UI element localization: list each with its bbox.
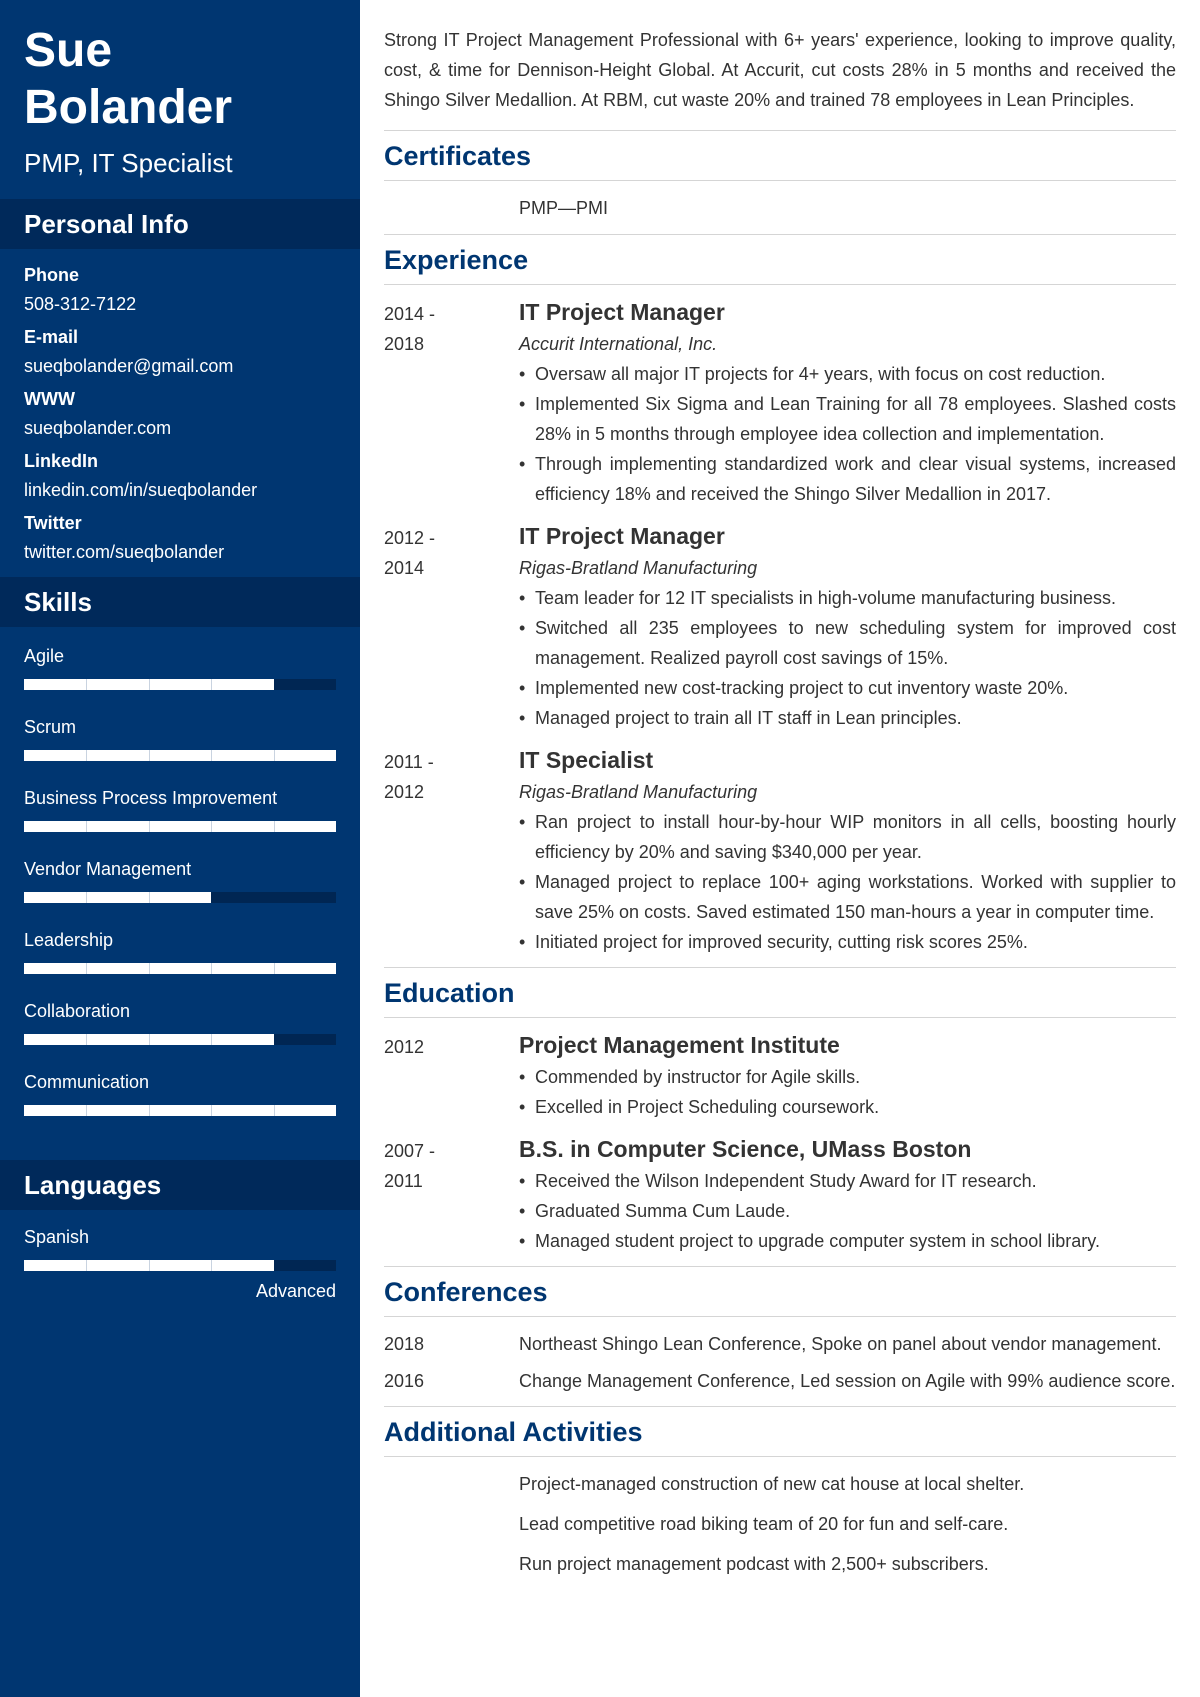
- experience-title: IT Project Manager: [519, 299, 725, 325]
- experience-entry: [384, 745, 1176, 957]
- language-name: Spanish: [24, 1227, 90, 1247]
- experience-date: [384, 299, 519, 509]
- experience-date-end: 2018: [384, 334, 425, 354]
- experience-heading: Experience: [384, 235, 1176, 285]
- experience-bullet: • Managed project to replace 100+ aging workstations. Worked with supplier to save 25% on costs. Saved estimated 150 man-hours a year in computer time.: [519, 867, 1176, 927]
- education-body: [519, 1134, 1176, 1256]
- experience-date: [384, 747, 519, 957]
- experience-date-start: 2014 -: [384, 304, 436, 324]
- skill-item: [24, 716, 336, 787]
- skill-level-divider: [274, 963, 275, 974]
- education-list: [384, 1018, 1176, 1266]
- education-bullet: • Graduated Summa Cum Laude.: [519, 1196, 1176, 1226]
- education-entry: [384, 1030, 1176, 1122]
- skill-level-divider: [211, 1260, 212, 1271]
- skill-level-divider: [86, 1260, 87, 1271]
- skill-level-divider: [86, 750, 87, 761]
- www-label: WWW: [24, 389, 75, 409]
- skill-level-fill: [24, 1105, 336, 1116]
- experience-bullet: • Managed project to train all IT staff in Lean principles.: [519, 703, 1176, 733]
- languages-heading: Languages: [0, 1160, 360, 1210]
- activity-spacer: [384, 1549, 519, 1579]
- activity-spacer: [384, 1509, 519, 1539]
- education-date-end: 2011: [384, 1171, 423, 1191]
- skill-level-divider: [211, 821, 212, 832]
- activity-text: Run project management podcast with 2,500+ subscribers.: [519, 1554, 989, 1574]
- skill-level-fill: [24, 963, 336, 974]
- personal-info-list: [0, 249, 360, 569]
- experience-section: [384, 235, 1176, 968]
- twitter-value[interactable]: twitter.com/sueqbolander: [24, 542, 225, 562]
- skill-level-divider: [149, 1105, 150, 1116]
- skill-name: Agile: [24, 646, 65, 666]
- name-block: [0, 0, 360, 179]
- education-date: [384, 1032, 519, 1122]
- skill-name: Collaboration: [24, 1001, 131, 1021]
- skill-level-divider: [149, 892, 150, 903]
- experience-bullet: • Switched all 235 employees to new scheduling system for improved cost management. Realized payroll cost savings of 15%.: [519, 613, 1176, 673]
- last-name: Bolander: [24, 81, 233, 134]
- languages-list: [0, 1210, 360, 1302]
- skill-level-divider: [149, 679, 150, 690]
- experience-date-start: 2012 -: [384, 528, 436, 548]
- conference-year: 2016: [384, 1371, 425, 1391]
- skill-item: [24, 1000, 336, 1071]
- sidebar: [0, 0, 360, 1697]
- language-item: [24, 1226, 336, 1302]
- skill-name: Business Process Improvement: [24, 788, 278, 808]
- experience-company: Rigas-Bratland Manufacturing: [519, 782, 758, 802]
- experience-bullet: • Through implementing standardized work and clear visual systems, increased efficiency 18% and received the Shingo Silver Medallion in 2017.: [519, 449, 1176, 509]
- skill-name: Vendor Management: [24, 859, 192, 879]
- skills-heading: Skills: [0, 577, 360, 627]
- skill-level-divider: [86, 892, 87, 903]
- skill-level-divider: [211, 750, 212, 761]
- conferences-section: [384, 1267, 1176, 1407]
- skill-level-divider: [274, 1105, 275, 1116]
- certificates-heading: Certificates: [384, 131, 1176, 181]
- job-title: PMP, IT Specialist: [24, 148, 233, 178]
- skill-level-divider: [149, 1034, 150, 1045]
- main-content: [384, 0, 1176, 1579]
- activities-list: [384, 1457, 1176, 1579]
- certificate-entry: [384, 181, 1176, 234]
- skill-level-divider: [86, 821, 87, 832]
- skill-level-divider: [86, 963, 87, 974]
- experience-body: [519, 745, 1176, 957]
- certificate-date: [384, 193, 519, 223]
- skill-level-bar: [24, 821, 336, 832]
- experience-bullets: [519, 583, 1176, 733]
- experience-date-end: 2012: [384, 782, 425, 802]
- skill-level-bar: [24, 1260, 336, 1271]
- personal-info-heading: Personal Info: [0, 199, 360, 249]
- education-title: Project Management Institute: [519, 1032, 840, 1058]
- email-label: E-mail: [24, 327, 79, 347]
- activity-entry: [384, 1509, 1176, 1539]
- education-bullets: [519, 1166, 1176, 1256]
- education-bullet: • Commended by instructor for Agile skills.: [519, 1062, 1176, 1092]
- conference-text: Northeast Shingo Lean Conference, Spoke on panel about vendor management.: [519, 1334, 1162, 1354]
- activities-section: [384, 1407, 1176, 1579]
- education-date: [384, 1136, 519, 1256]
- skill-level-bar: [24, 750, 336, 761]
- certificates-section: [384, 131, 1176, 235]
- activity-text: Project-managed construction of new cat house at local shelter.: [519, 1474, 1025, 1494]
- skill-level-bar: [24, 892, 336, 903]
- skill-item: [24, 858, 336, 929]
- activity-entry: [384, 1469, 1176, 1499]
- experience-bullet: • Ran project to install hour-by-hour WIP monitors in all cells, boosting hourly efficiency by 20% and saving $340,000 per year.: [519, 807, 1176, 867]
- experience-bullets: [519, 359, 1176, 509]
- skill-name: Communication: [24, 1072, 150, 1092]
- skill-level-fill: [24, 821, 336, 832]
- skill-level-divider: [86, 1105, 87, 1116]
- skill-level-divider: [149, 750, 150, 761]
- experience-bullet: • Oversaw all major IT projects for 4+ years, with focus on cost reduction.: [519, 359, 1176, 389]
- education-body: [519, 1030, 1176, 1122]
- email-value[interactable]: sueqbolander@gmail.com: [24, 356, 234, 376]
- education-bullet: • Received the Wilson Independent Study Award for IT research.: [519, 1166, 1176, 1196]
- skill-level-divider: [149, 821, 150, 832]
- education-bullet: • Excelled in Project Scheduling coursework.: [519, 1092, 1176, 1122]
- activity-spacer: [384, 1469, 519, 1499]
- skill-level-bar: [24, 1105, 336, 1116]
- experience-body: [519, 297, 1176, 509]
- skill-level-fill: [24, 892, 211, 903]
- skill-level-divider: [86, 679, 87, 690]
- skill-level-divider: [86, 1034, 87, 1045]
- experience-bullet: • Team leader for 12 IT specialists in high-volume manufacturing business.: [519, 583, 1176, 613]
- skill-item: [24, 787, 336, 858]
- linkedin-value[interactable]: linkedin.com/in/sueqbolander: [24, 480, 258, 500]
- linkedin-label: LinkedIn: [24, 451, 99, 471]
- activity-text: Lead competitive road biking team of 20 for fun and self-care.: [519, 1514, 1009, 1534]
- skill-level-divider: [211, 1105, 212, 1116]
- certificate-name: PMP—PMI: [519, 198, 609, 218]
- experience-list: [384, 285, 1176, 967]
- skill-level-divider: [149, 963, 150, 974]
- skill-level-divider: [211, 963, 212, 974]
- experience-entry: [384, 297, 1176, 509]
- skill-level-divider: [274, 821, 275, 832]
- skill-name: Leadership: [24, 930, 114, 950]
- skill-item: [24, 645, 336, 716]
- skill-level-divider: [211, 679, 212, 690]
- experience-bullet: • Implemented Six Sigma and Lean Training for all 78 employees. Slashed costs 28% in 5 months through employee idea collection and implementation.: [519, 389, 1176, 449]
- education-bullets: [519, 1062, 1176, 1122]
- conference-entry: [384, 1329, 1176, 1359]
- conference-year: 2018: [384, 1334, 425, 1354]
- skill-item: [24, 929, 336, 1000]
- education-heading: Education: [384, 968, 1176, 1018]
- education-entry: [384, 1134, 1176, 1256]
- phone-value: 508-312-7122: [24, 294, 137, 314]
- skill-level-divider: [274, 750, 275, 761]
- experience-company: Accurit International, Inc.: [519, 334, 718, 354]
- experience-title: IT Specialist: [519, 747, 654, 773]
- summary: Strong IT Project Management Professional with 6+ years' experience, looking to improve quality, cost, & time for Dennison-Height Global. At Accurit, cut costs 28% in 5 months and received the Shingo Silver Medallion. At RBM, cut waste 20% and trained 78 employees in Lean Principles.: [384, 25, 1176, 131]
- experience-bullet: • Implemented new cost-tracking project to cut inventory waste 20%.: [519, 673, 1176, 703]
- skill-level-bar: [24, 963, 336, 974]
- education-date-start: 2012: [384, 1037, 425, 1057]
- conference-entry: [384, 1366, 1176, 1396]
- education-title: B.S. in Computer Science, UMass Boston: [519, 1136, 972, 1162]
- experience-date: [384, 523, 519, 733]
- language-level: Advanced: [255, 1281, 336, 1301]
- experience-date-end: 2014: [384, 558, 425, 578]
- twitter-label: Twitter: [24, 513, 82, 533]
- skill-level-bar: [24, 1034, 336, 1045]
- experience-bullets: [519, 807, 1176, 957]
- experience-title: IT Project Manager: [519, 523, 725, 549]
- skill-level-divider: [211, 1034, 212, 1045]
- skill-name: Scrum: [24, 717, 77, 737]
- experience-date-start: 2011 -: [384, 752, 434, 772]
- conferences-list: [384, 1317, 1176, 1406]
- conference-text: Change Management Conference, Led session on Agile with 99% audience score.: [519, 1371, 1176, 1391]
- skill-item: [24, 1071, 336, 1142]
- skills-list: [0, 627, 360, 1160]
- experience-bullet: • Initiated project for improved security, cutting risk scores 25%.: [519, 927, 1176, 957]
- phone-label: Phone: [24, 265, 80, 285]
- education-date-start: 2007 -: [384, 1141, 436, 1161]
- conferences-heading: Conferences: [384, 1267, 1176, 1317]
- education-bullet: • Managed student project to upgrade computer system in school library.: [519, 1226, 1176, 1256]
- education-section: [384, 968, 1176, 1267]
- experience-entry: [384, 521, 1176, 733]
- activities-heading: Additional Activities: [384, 1407, 1176, 1457]
- first-name: Sue: [24, 24, 113, 77]
- skill-level-fill: [24, 750, 336, 761]
- experience-company: Rigas-Bratland Manufacturing: [519, 558, 758, 578]
- activity-entry: [384, 1549, 1176, 1579]
- skill-level-divider: [149, 1260, 150, 1271]
- skill-level-bar: [24, 679, 336, 690]
- www-value[interactable]: sueqbolander.com: [24, 418, 172, 438]
- experience-body: [519, 521, 1176, 733]
